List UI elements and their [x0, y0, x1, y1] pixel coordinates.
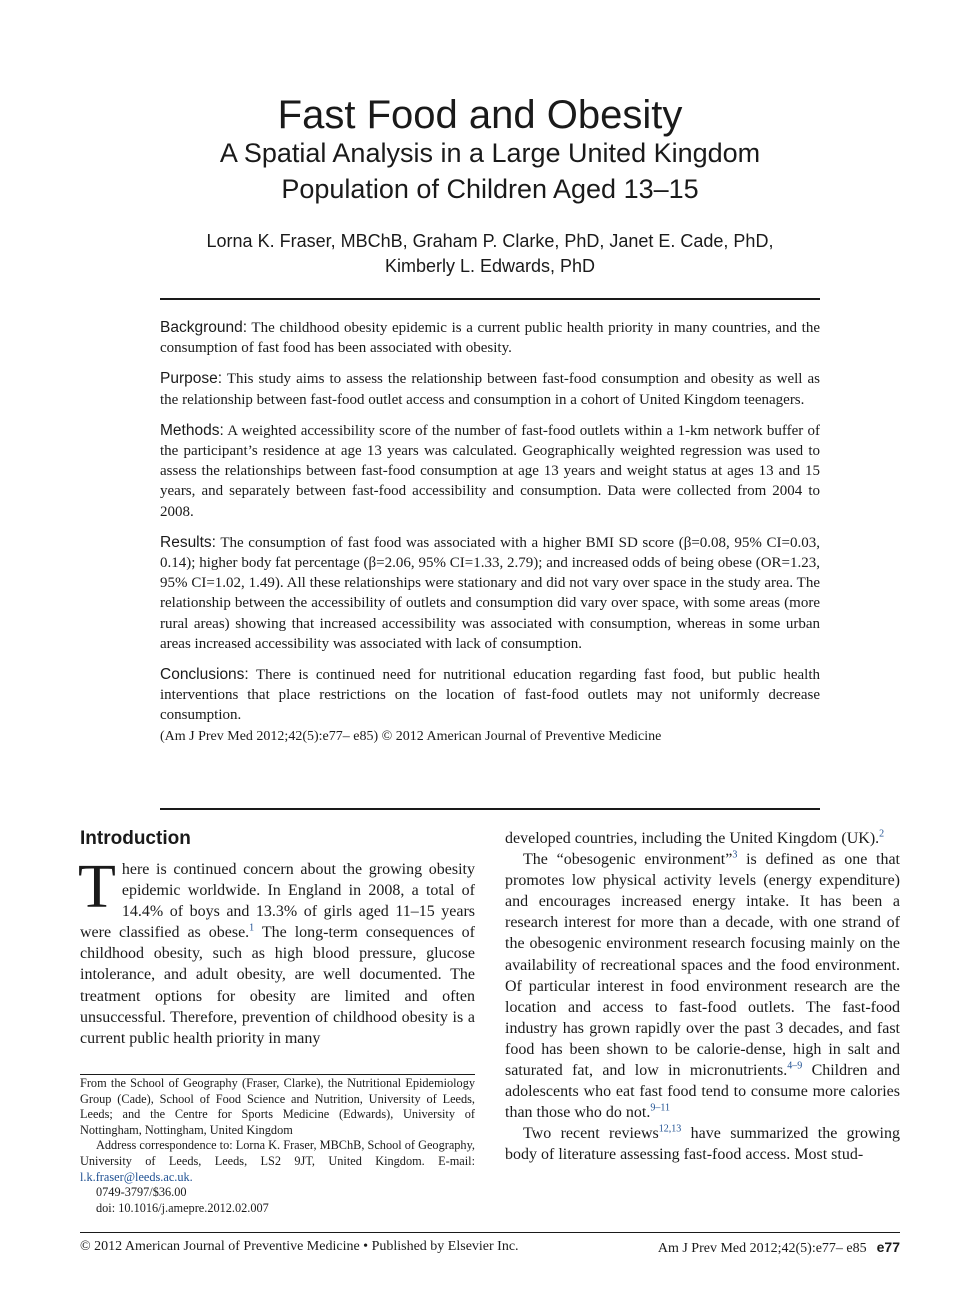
- authors-line-2: Kimberly L. Edwards, PhD: [384, 256, 596, 276]
- abstract-background: [160, 318, 820, 358]
- intro-paragraph-3: Two recent reviews$^{12,13}$ have summarized the growing body of literature assessing fast-food access. Most stud-: [505, 1123, 901, 1164]
- footnote-affiliation: From the School of Geography (Fraser, Clarke), the Nutritional Epidemiology Group (Cade), School of Food Science and Nutrition, University of Leeds, Leeds; and the Centre for Sports Medicine (Edwards), University of Nottingham, Nottingham, United Kingdom: [80, 1076, 475, 1137]
- background-label: Background:: [160, 319, 248, 336]
- reference-link[interactable]: 4–9: [787, 1060, 803, 1072]
- right-column: [505, 828, 900, 1166]
- intro-paragraph-2: The “obesogenic environment”$^3$ is defined as one that promotes low physical activity levels (energy expenditure) and encourages increased energy intake. It has been a research interest for more than a decade, with one strand of the obesogenic environment research focusing mainly on the availability of recreational spaces and the food environment. Of particular interest in food environment research are the location and access to fast-food outlets. The fast-food industry has grown rapidly over the past 3 decades, and fast food has been shown to be calorie-dense, high in salt and saturated fat, and low in micronutrients.$^{4-9}$ Children and adolescents who eat fast food tend to consume more calories than those who do not.$^{9-11}$: [505, 849, 901, 1122]
- footer-rule: [80, 1232, 900, 1233]
- footnote-issn: 0749-3797/$36.00: [96, 1185, 187, 1200]
- footer-citation: Am J Prev Med 2012;42(5):e77– e85 e77: [657, 1239, 900, 1256]
- footnote-correspondence: Address correspondence to: Lorna K. Fraser, MBChB, School of Geography, University of Leeds, Leeds, LS2 9JT, United Kingdom. E-mail: l.k.fraser@leeds.ac.uk.: [80, 1138, 475, 1184]
- introduction-heading: Introduction: [80, 828, 191, 849]
- author-list: [160, 229, 820, 279]
- abstract-methods: [160, 421, 820, 522]
- subtitle-line-2: Population of Children Aged 13–15: [281, 174, 699, 204]
- article-subtitle: [160, 135, 820, 207]
- intro-p1-end-text: developed countries, including the United Kingdom (UK).: [505, 830, 880, 847]
- conclusions-label: Conclusions:: [160, 666, 249, 684]
- reference-link[interactable]: 1: [249, 922, 255, 934]
- email-link[interactable]: l.k.fraser@leeds.ac.uk.: [80, 1169, 193, 1184]
- methods-label: Methods:: [160, 421, 224, 439]
- abstract-citation: (Am J Prev Med 2012;42(5):e77– e85) © 2012 American Journal of Preventive Medicine: [160, 728, 662, 744]
- footnote-doi[interactable]: doi: 10.1016/j.amepre.2012.02.007: [96, 1200, 269, 1215]
- intro-p1-text-b: The long-term consequences of childhood obesity, such as high blood pressure, glucose intolerance, and adult obesity, are well documented. The treatment options for obesity are limited and often unsuccessful. Therefore, prevention of childhood obesity is a current public health priority in many: [80, 924, 476, 1047]
- intro-p1-text-a: here is continued concern about the growing obesity epidemic worldwide. In England in 2008, a total of 14.4% of boys and 13.3% of girls aged 11–15 years were classified as obese.: [80, 861, 475, 942]
- abstract-bottom-rule: [160, 808, 820, 810]
- background-text: The childhood obesity epidemic is a current public health priority in many countries, and the consumption of fast food has been associated with obesity.: [160, 320, 820, 357]
- methods-text: A weighted accessibility score of the number of fast-food outlets within a 1-km network buffer of the participant’s residence at age 13 years was calculated. Geographically weighted regression was used to assess the relationships between fast-food consumption at age 13 years and weight status at ages 13 and 15 years, and separately between fast-food accessibility and consumption. Data were collected from 2004 to 2008.: [160, 422, 820, 520]
- reference-link[interactable]: 12,13: [658, 1123, 682, 1135]
- purpose-label: Purpose:: [160, 370, 223, 388]
- drop-cap: T: [78, 853, 116, 921]
- intro-paragraph-1-cont: [505, 828, 900, 849]
- footer-copyright: © 2012 American Journal of Preventive Medicine • Published by Elsevier Inc.: [80, 1239, 519, 1254]
- abstract-top-rule: [160, 298, 820, 300]
- conclusions-text: There is continued need for nutritional education regarding fast food, but public health interventions that place restrictions on the location of fast-food outlets may not uniformly decrease consumption.: [160, 667, 820, 724]
- abstract-results: [160, 533, 820, 654]
- results-label: Results:: [160, 533, 216, 551]
- abstract-conclusions: [160, 665, 820, 726]
- reference-link[interactable]: 9–11: [650, 1102, 670, 1114]
- reference-link[interactable]: 3: [732, 849, 738, 861]
- abstract: [160, 318, 820, 758]
- purpose-text: This study aims to assess the relationship between fast-food consumption and obesity as well as the relationship between fast-food outlet access and consumption in a cohort of United Kingdom teenagers.: [160, 371, 820, 408]
- page-number: e77: [876, 1239, 900, 1255]
- left-column: [80, 826, 475, 1049]
- abstract-purpose: [160, 369, 820, 409]
- reference-link[interactable]: 2: [879, 828, 885, 840]
- article-title: Fast Food and Obesity: [277, 93, 683, 137]
- intro-paragraph-1: [78, 853, 476, 1049]
- authors-line-1: Lorna K. Fraser, MBChB, Graham P. Clarke, PhD, Janet E. Cade, PhD,: [206, 231, 774, 251]
- footnote-rule: [80, 1074, 475, 1075]
- subtitle-line-1: A Spatial Analysis in a Large United Kingdom: [219, 138, 761, 168]
- footnote: [80, 1076, 475, 1216]
- results-text: The consumption of fast food was associated with a higher BMI SD score (β=0.08, 95% CI=0.03, 0.14); higher body fat percentage (β=2.06, 95% CI=1.33, 2.79); and increased odds of being obese (OR=1.23, 95% CI=1.02, 1.49). All these relationships were stationary and did not vary over space in the study area. The relationship between the accessibility of outlets and consumption did vary over space, with some areas (more rural areas) showing that increased accessibility was associated with consumption, whereas in some urban areas increased accessibility was associated with lack of consumption.: [160, 534, 820, 652]
